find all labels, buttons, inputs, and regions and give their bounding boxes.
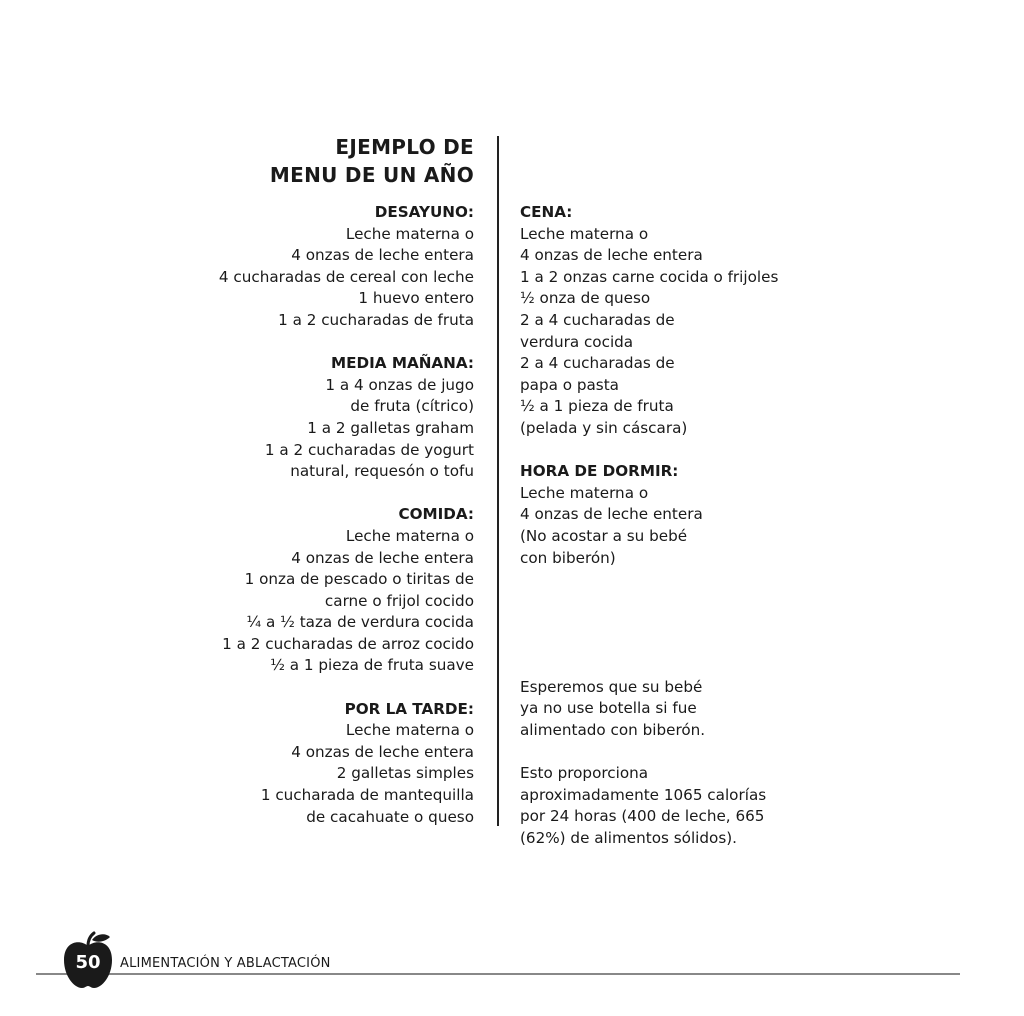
right-column — [520, 202, 778, 871]
menu-line: 4 onzas de leche entera — [291, 246, 474, 265]
menu-line: 4 onzas de leche entera — [520, 246, 703, 265]
footer-label: ALIMENTACIÓN Y ABLACTACIÓN — [120, 956, 331, 971]
section-desayuno — [219, 202, 474, 332]
menu-line: 2 a 4 cucharadas de — [520, 310, 675, 329]
menu-line: (No acostar a su bebé — [520, 526, 688, 545]
note-line: alimentado con biberón. — [520, 720, 706, 739]
spacer — [520, 591, 778, 677]
menu-line: 2 a 4 cucharadas de — [520, 354, 675, 373]
menu-line: Leche materna o — [520, 224, 649, 243]
menu-line: verdura cocida — [520, 332, 634, 351]
menu-line: 1 a 2 cucharadas de yogurt — [264, 440, 474, 459]
menu-line: Leche materna o — [345, 526, 474, 545]
section-heading: POR LA TARDE: — [344, 699, 474, 718]
menu-line: de cacahuate o queso — [306, 807, 474, 826]
note-calories — [520, 763, 778, 849]
page-title — [270, 133, 474, 189]
menu-line: de fruta (cítrico) — [350, 397, 474, 416]
title-line-1: EJEMPLO DE — [335, 135, 474, 159]
section-heading: COMIDA: — [398, 505, 474, 524]
menu-line: 4 cucharadas de cereal con leche — [218, 267, 474, 286]
footer-rule — [36, 973, 960, 975]
menu-line: ¼ a ½ taza de verdura cocida — [246, 613, 474, 632]
menu-line: (pelada y sin cáscara) — [520, 418, 688, 437]
menu-line: ½ onza de queso — [520, 289, 651, 308]
note-line: Esto proporciona — [520, 764, 649, 783]
menu-line: Leche materna o — [345, 224, 474, 243]
column-divider — [497, 136, 499, 826]
left-column — [219, 202, 474, 850]
menu-line: carne o frijol cocido — [324, 591, 474, 610]
menu-line: 4 onzas de leche entera — [291, 742, 474, 761]
menu-line: 1 a 2 cucharadas de fruta — [278, 310, 474, 329]
menu-line: natural, requesón o tofu — [290, 462, 474, 481]
menu-line: 4 onzas de leche entera — [291, 548, 474, 567]
section-heading: HORA DE DORMIR: — [520, 462, 679, 481]
menu-line: Leche materna o — [520, 483, 649, 502]
section-por-la-tarde — [219, 699, 474, 829]
menu-line: 1 huevo entero — [358, 289, 474, 308]
menu-line: 1 a 2 cucharadas de arroz cocido — [222, 634, 474, 653]
menu-line: ½ a 1 pieza de fruta suave — [270, 656, 474, 675]
menu-line: papa o pasta — [520, 375, 619, 394]
note-line: (62%) de alimentos sólidos). — [520, 828, 737, 847]
menu-line: 1 cucharada de mantequilla — [260, 786, 474, 805]
title-line-2: MENU DE UN AÑO — [269, 163, 474, 187]
page-number: 50 — [75, 952, 101, 973]
section-hora-de-dormir — [520, 461, 778, 569]
note-line: ya no use botella si fue — [520, 699, 697, 718]
note-line: Esperemos que su bebé — [520, 677, 703, 696]
menu-line: ½ a 1 pieza de fruta — [520, 397, 674, 416]
section-cena — [520, 202, 778, 440]
menu-line: 1 onza de pescado o tiritas de — [244, 570, 474, 589]
section-media-manana — [219, 353, 474, 483]
note-line: por 24 horas (400 de leche, 665 — [520, 807, 765, 826]
menu-line: Leche materna o — [345, 721, 474, 740]
section-heading: MEDIA MAÑANA: — [331, 354, 474, 373]
section-heading: DESAYUNO: — [374, 203, 474, 221]
menu-line: 1 a 2 galletas graham — [307, 418, 474, 437]
menu-line: 1 a 4 onzas de jugo — [325, 375, 474, 394]
section-heading: CENA: — [520, 203, 573, 221]
note-bottle — [520, 677, 778, 742]
section-comida — [219, 504, 474, 677]
note-line: aproximadamente 1065 calorías — [520, 785, 767, 804]
menu-line: 1 a 2 onzas carne cocida o frijoles — [520, 267, 779, 286]
menu-line: 2 galletas simples — [336, 764, 474, 783]
menu-line: 4 onzas de leche entera — [520, 505, 703, 524]
menu-line: con biberón) — [520, 548, 616, 567]
